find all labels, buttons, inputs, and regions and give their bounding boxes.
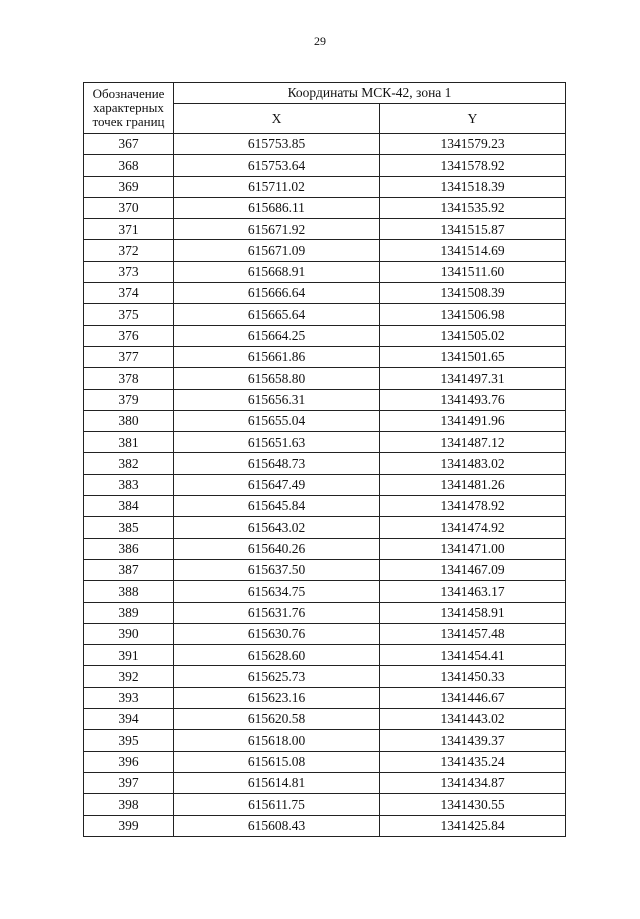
table-body	[84, 134, 566, 837]
y-coordinate-cell: 1341579.23	[380, 134, 566, 155]
point-id-cell: 381	[84, 432, 174, 453]
y-coordinate-cell: 1341446.67	[380, 687, 566, 708]
y-coordinate-cell: 1341487.12	[380, 432, 566, 453]
x-coordinate-cell: 615661.86	[174, 346, 380, 367]
point-id-cell: 369	[84, 176, 174, 197]
x-coordinate-cell: 615620.58	[174, 709, 380, 730]
x-coordinate-cell: 615671.92	[174, 219, 380, 240]
table-row	[84, 304, 566, 325]
point-id-cell: 378	[84, 368, 174, 389]
table-header	[84, 83, 566, 134]
y-coordinate-cell: 1341471.00	[380, 538, 566, 559]
y-coordinate-cell: 1341430.55	[380, 794, 566, 815]
x-coordinate-cell: 615651.63	[174, 432, 380, 453]
point-id-cell: 370	[84, 197, 174, 218]
table-row	[84, 474, 566, 495]
x-coordinate-cell: 615656.31	[174, 389, 380, 410]
y-coordinate-cell: 1341483.02	[380, 453, 566, 474]
point-id-cell: 393	[84, 687, 174, 708]
y-coordinate-cell: 1341535.92	[380, 197, 566, 218]
y-coordinate-cell: 1341514.69	[380, 240, 566, 261]
x-coordinate-cell: 615634.75	[174, 581, 380, 602]
y-coordinate-cell: 1341491.96	[380, 410, 566, 431]
point-id-cell: 374	[84, 283, 174, 304]
x-coordinate-cell: 615655.04	[174, 410, 380, 431]
point-id-cell: 396	[84, 751, 174, 772]
point-id-cell: 377	[84, 346, 174, 367]
y-coordinate-cell: 1341515.87	[380, 219, 566, 240]
table-row	[84, 283, 566, 304]
y-coordinate-cell: 1341518.39	[380, 176, 566, 197]
point-id-cell: 397	[84, 772, 174, 793]
point-id-cell: 391	[84, 645, 174, 666]
point-designation-header	[84, 83, 174, 134]
x-coordinate-cell: 615618.00	[174, 730, 380, 751]
table-row	[84, 538, 566, 559]
x-coordinate-cell: 615608.43	[174, 815, 380, 836]
table-row	[84, 751, 566, 772]
table-row	[84, 368, 566, 389]
point-id-cell: 375	[84, 304, 174, 325]
point-id-cell: 390	[84, 623, 174, 644]
table-row	[84, 623, 566, 644]
x-coordinate-cell: 615631.76	[174, 602, 380, 623]
table-row	[84, 645, 566, 666]
y-coordinate-cell: 1341463.17	[380, 581, 566, 602]
y-column-header: Y	[380, 104, 566, 134]
x-coordinate-cell: 615643.02	[174, 517, 380, 538]
point-id-cell: 383	[84, 474, 174, 495]
table-row	[84, 517, 566, 538]
y-coordinate-cell: 1341458.91	[380, 602, 566, 623]
y-coordinate-cell: 1341481.26	[380, 474, 566, 495]
point-header-line-3: точек границ	[92, 114, 165, 130]
table-row	[84, 346, 566, 367]
x-coordinate-cell: 615614.81	[174, 772, 380, 793]
table-row	[84, 134, 566, 155]
table-row	[84, 155, 566, 176]
y-coordinate-cell: 1341434.87	[380, 772, 566, 793]
y-coordinate-cell: 1341493.76	[380, 389, 566, 410]
x-coordinate-cell: 615640.26	[174, 538, 380, 559]
table-row	[84, 325, 566, 346]
y-coordinate-cell: 1341425.84	[380, 815, 566, 836]
x-coordinate-cell: 615611.75	[174, 794, 380, 815]
y-coordinate-cell: 1341474.92	[380, 517, 566, 538]
point-id-cell: 394	[84, 709, 174, 730]
y-coordinate-cell: 1341497.31	[380, 368, 566, 389]
table-row	[84, 794, 566, 815]
table-row	[84, 687, 566, 708]
point-id-cell: 389	[84, 602, 174, 623]
y-coordinate-cell: 1341508.39	[380, 283, 566, 304]
point-id-cell: 386	[84, 538, 174, 559]
y-coordinate-cell: 1341478.92	[380, 496, 566, 517]
x-coordinate-cell: 615623.16	[174, 687, 380, 708]
table-row	[84, 432, 566, 453]
point-id-cell: 398	[84, 794, 174, 815]
point-id-cell: 372	[84, 240, 174, 261]
table-row	[84, 772, 566, 793]
point-id-cell: 379	[84, 389, 174, 410]
y-coordinate-cell: 1341578.92	[380, 155, 566, 176]
table-row	[84, 453, 566, 474]
point-id-cell: 376	[84, 325, 174, 346]
point-header-line-2: характерных	[93, 99, 164, 115]
point-id-cell: 368	[84, 155, 174, 176]
y-coordinate-cell: 1341454.41	[380, 645, 566, 666]
y-coordinate-cell: 1341501.65	[380, 346, 566, 367]
x-coordinate-cell: 615628.60	[174, 645, 380, 666]
point-id-cell: 382	[84, 453, 174, 474]
x-coordinate-cell: 615711.02	[174, 176, 380, 197]
point-id-cell: 371	[84, 219, 174, 240]
table-row	[84, 261, 566, 282]
y-coordinate-cell: 1341443.02	[380, 709, 566, 730]
table-row	[84, 240, 566, 261]
x-coordinate-cell: 615666.64	[174, 283, 380, 304]
point-id-cell: 384	[84, 496, 174, 517]
y-coordinate-cell: 1341467.09	[380, 559, 566, 580]
x-coordinate-cell: 615671.09	[174, 240, 380, 261]
x-coordinate-cell: 615668.91	[174, 261, 380, 282]
point-id-cell: 387	[84, 559, 174, 580]
table-row	[84, 709, 566, 730]
table-row	[84, 602, 566, 623]
table-row	[84, 389, 566, 410]
table-row	[84, 197, 566, 218]
table-row	[84, 410, 566, 431]
point-id-cell: 380	[84, 410, 174, 431]
point-id-cell: 373	[84, 261, 174, 282]
page-number: 29	[314, 34, 326, 48]
x-coordinate-cell: 615615.08	[174, 751, 380, 772]
point-id-cell: 395	[84, 730, 174, 751]
x-coordinate-cell: 615664.25	[174, 325, 380, 346]
point-id-cell: 392	[84, 666, 174, 687]
table-row	[84, 176, 566, 197]
coordinates-system-header: Координаты МСК-42, зона 1	[174, 83, 566, 104]
point-header-line-1: Обозначение	[92, 85, 165, 101]
x-coordinate-cell: 615645.84	[174, 496, 380, 517]
y-coordinate-cell: 1341505.02	[380, 325, 566, 346]
y-coordinate-cell: 1341439.37	[380, 730, 566, 751]
y-coordinate-cell: 1341435.24	[380, 751, 566, 772]
y-coordinate-cell: 1341450.33	[380, 666, 566, 687]
table-row	[84, 815, 566, 836]
header-row-top	[84, 83, 566, 104]
y-coordinate-cell: 1341457.48	[380, 623, 566, 644]
x-coordinate-cell: 615647.49	[174, 474, 380, 495]
table-row	[84, 730, 566, 751]
x-coordinate-cell: 615648.73	[174, 453, 380, 474]
table-row	[84, 559, 566, 580]
x-coordinate-cell: 615630.76	[174, 623, 380, 644]
point-id-cell: 385	[84, 517, 174, 538]
x-coordinate-cell: 615625.73	[174, 666, 380, 687]
table-row	[84, 666, 566, 687]
x-coordinate-cell: 615665.64	[174, 304, 380, 325]
x-coordinate-cell: 615753.85	[174, 134, 380, 155]
x-coordinate-cell: 615658.80	[174, 368, 380, 389]
table-row	[84, 496, 566, 517]
point-id-cell: 367	[84, 134, 174, 155]
table-row	[84, 581, 566, 602]
point-id-cell: 388	[84, 581, 174, 602]
table-row	[84, 219, 566, 240]
y-coordinate-cell: 1341506.98	[380, 304, 566, 325]
coordinates-table	[83, 82, 566, 837]
point-id-cell: 399	[84, 815, 174, 836]
x-coordinate-cell: 615686.11	[174, 197, 380, 218]
x-coordinate-cell: 615637.50	[174, 559, 380, 580]
x-coordinate-cell: 615753.64	[174, 155, 380, 176]
y-coordinate-cell: 1341511.60	[380, 261, 566, 282]
x-column-header: X	[174, 104, 380, 134]
